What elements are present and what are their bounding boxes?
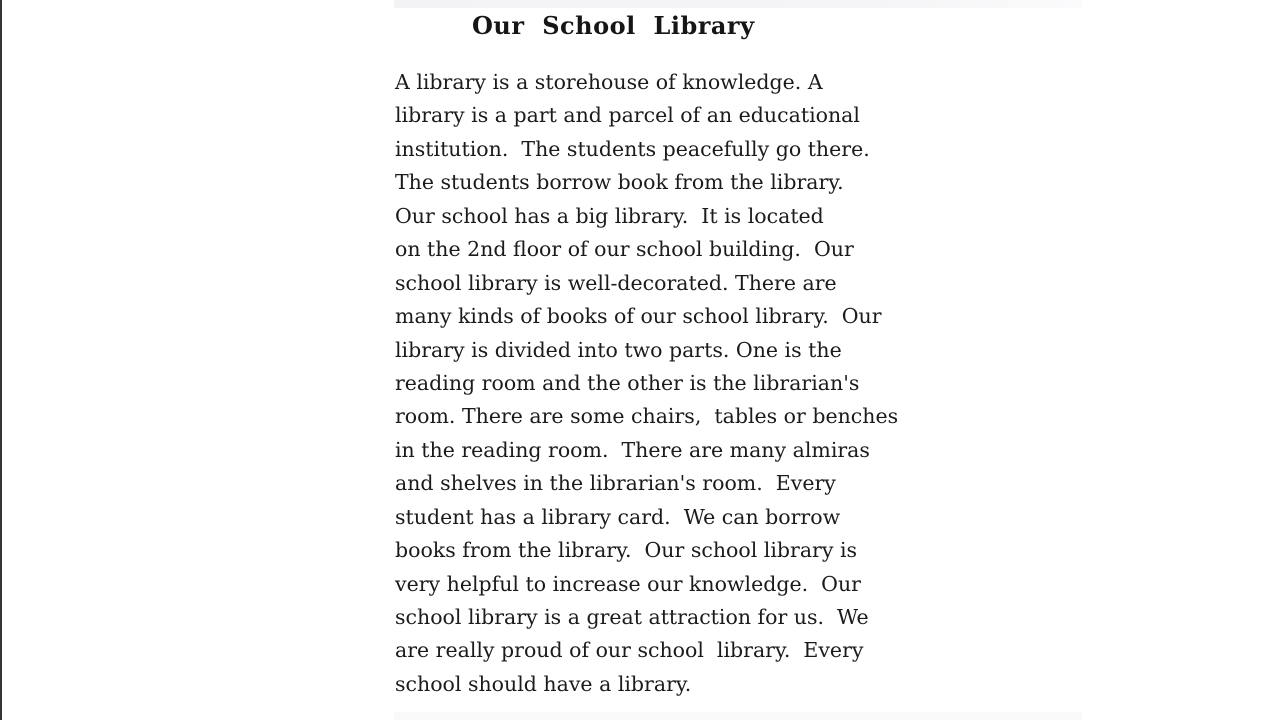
text-line: student has a library card. We can borrow [395, 504, 841, 529]
top-letterbox-strip [394, 0, 1082, 8]
text-line: and shelves in the librarian's room. Every [395, 471, 836, 496]
text-line: school should have a library. [395, 671, 692, 696]
text-line: many kinds of books of our school library. Our [395, 304, 882, 329]
text-line: Our school has a big library. It is located [395, 203, 824, 228]
text-line: on the 2nd floor of our school building. Our [395, 237, 854, 262]
document-title: Our School Library [472, 11, 755, 40]
text-line: library is a part and parcel of an educational [395, 103, 860, 128]
text-line: library is divided into two parts. One is the [395, 337, 842, 362]
text-line: reading room and the other is the librarian's [395, 370, 860, 395]
text-line: are really proud of our school library. Every [395, 638, 864, 663]
text-line: in the reading room. There are many almiras [395, 437, 870, 462]
bottom-letterbox-strip [394, 712, 1082, 720]
left-edge-line [0, 0, 2, 720]
text-line: school library is a great attraction for us. We [395, 605, 869, 629]
text-line: room. There are some chairs, tables or benches [395, 404, 899, 429]
text-line: The students borrow book from the library. [395, 170, 844, 195]
text-line: very helpful to increase our knowledge. Our [395, 571, 861, 596]
text-line: books from the library. Our school library is [395, 538, 858, 563]
text-line: institution. The students peacefully go there. [395, 136, 870, 161]
text-line: school library is well-decorated. There are [395, 270, 837, 295]
document-body [395, 66, 915, 701]
text-line: A library is a storehouse of knowledge. A [395, 70, 823, 94]
